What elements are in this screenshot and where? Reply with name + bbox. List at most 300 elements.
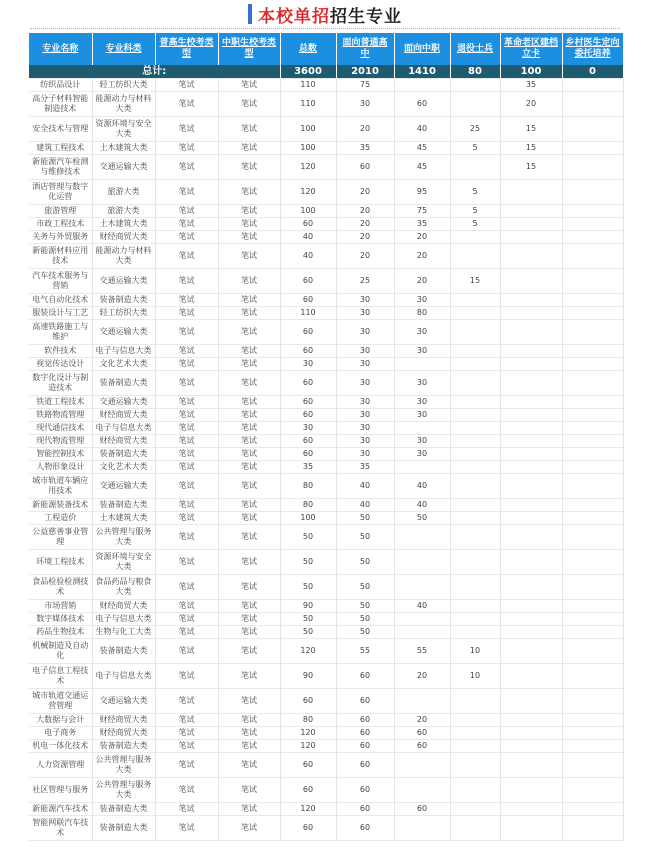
cell-major-name: 新能源装备技术 (29, 499, 92, 512)
table-row (29, 550, 623, 575)
total-veterans: 80 (450, 65, 500, 79)
cell-veterans (450, 371, 500, 396)
cell-general-high: 60 (336, 714, 394, 727)
cell-general-high: 50 (336, 525, 394, 550)
title-highlight: 本校单招 (258, 6, 330, 27)
cell-old-revolutionary: 35 (500, 79, 562, 92)
table-row (29, 613, 623, 626)
cell-veterans (450, 474, 500, 499)
cell-vocational: 30 (394, 371, 450, 396)
table-row (29, 727, 623, 740)
cell-general-high: 50 (336, 626, 394, 639)
table-row (29, 448, 623, 461)
cell-general-exam: 笔试 (155, 727, 218, 740)
cell-old-revolutionary (500, 231, 562, 244)
table-row (29, 664, 623, 689)
cell-category: 文化艺术大类 (92, 358, 155, 371)
cell-general-exam: 笔试 (155, 422, 218, 435)
cell-rural-doctor (562, 307, 623, 320)
cell-veterans (450, 244, 500, 269)
cell-general-exam: 笔试 (155, 714, 218, 727)
table-row (29, 575, 623, 600)
cell-vocational-exam: 笔试 (218, 600, 280, 613)
cell-major-name: 安全技术与管理 (29, 117, 92, 142)
cell-general-high: 30 (336, 422, 394, 435)
table-row (29, 753, 623, 778)
cell-old-revolutionary (500, 575, 562, 600)
cell-rural-doctor (562, 626, 623, 639)
total-label: 总计: (29, 65, 280, 79)
table-row (29, 740, 623, 753)
cell-vocational: 60 (394, 727, 450, 740)
cell-general-exam: 笔试 (155, 218, 218, 231)
cell-vocational: 55 (394, 639, 450, 664)
cell-major-name: 数字化设计与制造技术 (29, 371, 92, 396)
cell-category: 公共管理与服务大类 (92, 753, 155, 778)
cell-old-revolutionary (500, 422, 562, 435)
cell-old-revolutionary: 15 (500, 117, 562, 142)
cell-major-name: 建筑工程技术 (29, 142, 92, 155)
cell-major-name: 新能源汽车技术 (29, 803, 92, 816)
cell-old-revolutionary (500, 396, 562, 409)
cell-general-exam: 笔试 (155, 358, 218, 371)
cell-vocational (394, 626, 450, 639)
cell-category: 交通运输大类 (92, 396, 155, 409)
cell-category: 装备制造大类 (92, 803, 155, 816)
cell-veterans (450, 79, 500, 92)
cell-general-exam: 笔试 (155, 639, 218, 664)
cell-vocational (394, 422, 450, 435)
cell-major-name: 高速铁路施工与维护 (29, 320, 92, 345)
cell-general-exam: 笔试 (155, 409, 218, 422)
cell-major-name: 智能网联汽车技术 (29, 816, 92, 841)
cell-total: 80 (280, 474, 336, 499)
cell-vocational (394, 689, 450, 714)
cell-general-exam: 笔试 (155, 231, 218, 244)
cell-rural-doctor (562, 525, 623, 550)
cell-vocational-exam: 笔试 (218, 396, 280, 409)
cell-vocational-exam: 笔试 (218, 461, 280, 474)
cell-major-name: 人物形象设计 (29, 461, 92, 474)
cell-vocational-exam: 笔试 (218, 689, 280, 714)
cell-general-exam: 笔试 (155, 448, 218, 461)
cell-old-revolutionary (500, 205, 562, 218)
cell-old-revolutionary (500, 525, 562, 550)
cell-old-revolutionary (500, 461, 562, 474)
table-row (29, 409, 623, 422)
cell-total: 60 (280, 269, 336, 294)
cell-general-exam: 笔试 (155, 244, 218, 269)
cell-vocational (394, 461, 450, 474)
cell-veterans (450, 320, 500, 345)
cell-general-exam: 笔试 (155, 371, 218, 396)
cell-total: 60 (280, 448, 336, 461)
cell-vocational-exam: 笔试 (218, 117, 280, 142)
cell-vocational-exam: 笔试 (218, 294, 280, 307)
cell-old-revolutionary (500, 753, 562, 778)
cell-general-high: 20 (336, 244, 394, 269)
title-accent-bar (248, 4, 252, 24)
cell-rural-doctor (562, 639, 623, 664)
cell-vocational-exam: 笔试 (218, 218, 280, 231)
cell-general-high: 30 (336, 307, 394, 320)
cell-major-name: 关务与外贸服务 (29, 231, 92, 244)
cell-total: 60 (280, 294, 336, 307)
cell-old-revolutionary (500, 639, 562, 664)
cell-vocational-exam: 笔试 (218, 639, 280, 664)
cell-vocational: 20 (394, 244, 450, 269)
cell-major-name: 新能源汽车检测与维修技术 (29, 155, 92, 180)
cell-old-revolutionary (500, 550, 562, 575)
cell-vocational-exam: 笔试 (218, 740, 280, 753)
cell-vocational (394, 575, 450, 600)
cell-vocational-exam: 笔试 (218, 550, 280, 575)
cell-rural-doctor (562, 79, 623, 92)
cell-major-name: 电子信息工程技术 (29, 664, 92, 689)
cell-general-exam: 笔试 (155, 600, 218, 613)
cell-general-high: 50 (336, 613, 394, 626)
cell-category: 装备制造大类 (92, 294, 155, 307)
cell-old-revolutionary (500, 180, 562, 205)
cell-total: 30 (280, 422, 336, 435)
cell-vocational-exam: 笔试 (218, 358, 280, 371)
cell-rural-doctor (562, 218, 623, 231)
cell-major-name: 数字媒体技术 (29, 613, 92, 626)
cell-vocational-exam: 笔试 (218, 727, 280, 740)
table-row (29, 816, 623, 841)
cell-vocational-exam: 笔试 (218, 180, 280, 205)
cell-total: 30 (280, 358, 336, 371)
cell-major-name: 电子商务 (29, 727, 92, 740)
cell-vocational-exam: 笔试 (218, 575, 280, 600)
cell-veterans (450, 155, 500, 180)
cell-veterans (450, 422, 500, 435)
cell-old-revolutionary (500, 474, 562, 499)
cell-old-revolutionary: 20 (500, 92, 562, 117)
cell-total: 120 (280, 180, 336, 205)
cell-vocational-exam: 笔试 (218, 714, 280, 727)
cell-major-name: 视觉传达设计 (29, 358, 92, 371)
cell-general-high: 60 (336, 664, 394, 689)
header-general-high: 面向普通高中 (336, 33, 394, 65)
cell-vocational-exam: 笔试 (218, 803, 280, 816)
cell-veterans: 10 (450, 664, 500, 689)
cell-category: 财经商贸大类 (92, 231, 155, 244)
cell-veterans (450, 499, 500, 512)
table-row (29, 92, 623, 117)
cell-category: 公共管理与服务大类 (92, 778, 155, 803)
cell-general-high: 75 (336, 79, 394, 92)
table-row (29, 422, 623, 435)
cell-old-revolutionary (500, 689, 562, 714)
cell-category: 生物与化工大类 (92, 626, 155, 639)
cell-vocational: 20 (394, 231, 450, 244)
table-row (29, 117, 623, 142)
cell-general-exam: 笔试 (155, 142, 218, 155)
cell-vocational: 30 (394, 435, 450, 448)
cell-vocational: 60 (394, 803, 450, 816)
cell-general-exam: 笔试 (155, 753, 218, 778)
cell-rural-doctor (562, 689, 623, 714)
cell-vocational-exam: 笔试 (218, 525, 280, 550)
cell-major-name: 公益慈善事业管理 (29, 525, 92, 550)
cell-general-high: 35 (336, 461, 394, 474)
cell-rural-doctor (562, 205, 623, 218)
cell-rural-doctor (562, 345, 623, 358)
cell-general-high: 50 (336, 575, 394, 600)
cell-major-name: 铁路物流管理 (29, 409, 92, 422)
cell-rural-doctor (562, 269, 623, 294)
cell-vocational: 60 (394, 92, 450, 117)
cell-old-revolutionary: 15 (500, 155, 562, 180)
cell-old-revolutionary (500, 499, 562, 512)
cell-category: 交通运输大类 (92, 155, 155, 180)
cell-total: 50 (280, 575, 336, 600)
cell-general-exam: 笔试 (155, 803, 218, 816)
cell-major-name: 社区管理与服务 (29, 778, 92, 803)
table-row (29, 689, 623, 714)
cell-category: 能源动力与材料大类 (92, 244, 155, 269)
cell-major-name: 高分子材料智能制造技术 (29, 92, 92, 117)
table-row (29, 525, 623, 550)
cell-old-revolutionary (500, 613, 562, 626)
cell-total: 110 (280, 79, 336, 92)
cell-general-high: 25 (336, 269, 394, 294)
cell-total: 110 (280, 92, 336, 117)
cell-rural-doctor (562, 664, 623, 689)
cell-rural-doctor (562, 461, 623, 474)
cell-major-name: 软件技术 (29, 345, 92, 358)
cell-general-exam: 笔试 (155, 269, 218, 294)
cell-rural-doctor (562, 180, 623, 205)
cell-vocational: 45 (394, 142, 450, 155)
cell-vocational-exam: 笔试 (218, 307, 280, 320)
cell-vocational-exam: 笔试 (218, 613, 280, 626)
cell-total: 40 (280, 244, 336, 269)
cell-total: 90 (280, 664, 336, 689)
cell-veterans (450, 727, 500, 740)
cell-total: 90 (280, 600, 336, 613)
cell-veterans (450, 231, 500, 244)
cell-general-high: 30 (336, 320, 394, 345)
cell-rural-doctor (562, 371, 623, 396)
table-row (29, 461, 623, 474)
cell-category: 电子与信息大类 (92, 422, 155, 435)
cell-category: 能源动力与材料大类 (92, 92, 155, 117)
cell-veterans (450, 689, 500, 714)
cell-veterans (450, 778, 500, 803)
cell-major-name: 食品检验检测技术 (29, 575, 92, 600)
cell-vocational: 20 (394, 664, 450, 689)
cell-rural-doctor (562, 155, 623, 180)
cell-vocational (394, 778, 450, 803)
table-row (29, 714, 623, 727)
cell-general-high: 60 (336, 803, 394, 816)
cell-general-high: 30 (336, 92, 394, 117)
cell-vocational-exam: 笔试 (218, 409, 280, 422)
cell-vocational (394, 816, 450, 841)
cell-veterans (450, 461, 500, 474)
cell-vocational-exam: 笔试 (218, 320, 280, 345)
cell-vocational-exam: 笔试 (218, 79, 280, 92)
total-old-revolutionary: 100 (500, 65, 562, 79)
cell-total: 100 (280, 142, 336, 155)
cell-general-exam: 笔试 (155, 294, 218, 307)
cell-major-name: 人力资源管理 (29, 753, 92, 778)
cell-major-name: 城市轨道车辆应用技术 (29, 474, 92, 499)
cell-category: 电子与信息大类 (92, 613, 155, 626)
cell-rural-doctor (562, 740, 623, 753)
cell-total: 60 (280, 689, 336, 714)
cell-general-high: 30 (336, 345, 394, 358)
cell-general-exam: 笔试 (155, 205, 218, 218)
cell-old-revolutionary (500, 345, 562, 358)
table-row (29, 345, 623, 358)
cell-vocational: 40 (394, 474, 450, 499)
cell-old-revolutionary (500, 626, 562, 639)
cell-old-revolutionary (500, 435, 562, 448)
cell-old-revolutionary (500, 448, 562, 461)
header-rural-doctor: 乡村医生定向委托培养 (562, 33, 623, 65)
table-row (29, 320, 623, 345)
table-row (29, 600, 623, 613)
cell-general-exam: 笔试 (155, 180, 218, 205)
cell-old-revolutionary (500, 320, 562, 345)
cell-vocational (394, 550, 450, 575)
cell-vocational (394, 753, 450, 778)
cell-veterans (450, 753, 500, 778)
cell-total: 50 (280, 550, 336, 575)
cell-total: 100 (280, 117, 336, 142)
cell-major-name: 城市轨道交通运营管理 (29, 689, 92, 714)
cell-general-exam: 笔试 (155, 575, 218, 600)
cell-general-exam: 笔试 (155, 626, 218, 639)
cell-vocational: 20 (394, 714, 450, 727)
cell-vocational-exam: 笔试 (218, 155, 280, 180)
cell-veterans (450, 714, 500, 727)
cell-total: 80 (280, 499, 336, 512)
cell-old-revolutionary (500, 269, 562, 294)
cell-category: 电子与信息大类 (92, 664, 155, 689)
cell-vocational: 75 (394, 205, 450, 218)
cell-rural-doctor (562, 117, 623, 142)
cell-general-exam: 笔试 (155, 474, 218, 499)
cell-general-high: 30 (336, 435, 394, 448)
page-title (0, 0, 650, 28)
cell-general-exam: 笔试 (155, 499, 218, 512)
cell-vocational: 30 (394, 320, 450, 345)
enrollment-table (29, 33, 624, 841)
title-rest: 招生专业 (330, 6, 402, 27)
cell-general-high: 50 (336, 550, 394, 575)
cell-total: 120 (280, 639, 336, 664)
cell-vocational-exam: 笔试 (218, 269, 280, 294)
cell-general-exam: 笔试 (155, 740, 218, 753)
table-row (29, 231, 623, 244)
cell-veterans (450, 396, 500, 409)
cell-total: 50 (280, 626, 336, 639)
cell-old-revolutionary (500, 727, 562, 740)
cell-general-high: 30 (336, 358, 394, 371)
cell-vocational-exam: 笔试 (218, 753, 280, 778)
cell-veterans: 5 (450, 205, 500, 218)
cell-major-name: 纺织品设计 (29, 79, 92, 92)
table-row (29, 396, 623, 409)
cell-category: 装备制造大类 (92, 639, 155, 664)
cell-vocational-exam: 笔试 (218, 499, 280, 512)
cell-major-name: 市场营销 (29, 600, 92, 613)
cell-rural-doctor (562, 435, 623, 448)
cell-total: 120 (280, 727, 336, 740)
cell-rural-doctor (562, 142, 623, 155)
cell-total: 120 (280, 740, 336, 753)
cell-veterans (450, 600, 500, 613)
cell-general-high: 20 (336, 180, 394, 205)
cell-category: 土木建筑大类 (92, 142, 155, 155)
cell-vocational (394, 613, 450, 626)
cell-category: 装备制造大类 (92, 448, 155, 461)
cell-vocational (394, 358, 450, 371)
cell-veterans: 10 (450, 639, 500, 664)
cell-total: 50 (280, 525, 336, 550)
cell-old-revolutionary (500, 740, 562, 753)
cell-category: 装备制造大类 (92, 816, 155, 841)
cell-general-high: 60 (336, 740, 394, 753)
cell-major-name: 酒店管理与数字化运营 (29, 180, 92, 205)
table-row (29, 142, 623, 155)
cell-total: 60 (280, 345, 336, 358)
cell-general-exam: 笔试 (155, 79, 218, 92)
cell-veterans (450, 816, 500, 841)
table-row (29, 218, 623, 231)
header-general-exam: 普高生校考类型 (155, 33, 218, 65)
cell-major-name: 机电一体化技术 (29, 740, 92, 753)
cell-total: 110 (280, 307, 336, 320)
cell-veterans (450, 525, 500, 550)
cell-veterans (450, 575, 500, 600)
cell-general-exam: 笔试 (155, 435, 218, 448)
cell-general-high: 50 (336, 600, 394, 613)
cell-total: 120 (280, 803, 336, 816)
cell-general-exam: 笔试 (155, 550, 218, 575)
cell-vocational-exam: 笔试 (218, 345, 280, 358)
table-row (29, 639, 623, 664)
cell-general-high: 30 (336, 448, 394, 461)
cell-vocational: 30 (394, 345, 450, 358)
total-count: 3600 (280, 65, 336, 79)
cell-rural-doctor (562, 320, 623, 345)
cell-old-revolutionary (500, 371, 562, 396)
header-category: 专业科类 (92, 33, 155, 65)
cell-vocational: 40 (394, 600, 450, 613)
cell-rural-doctor (562, 448, 623, 461)
table-row (29, 778, 623, 803)
cell-major-name: 大数据与会计 (29, 714, 92, 727)
cell-veterans: 5 (450, 142, 500, 155)
cell-veterans (450, 358, 500, 371)
cell-category: 交通运输大类 (92, 269, 155, 294)
cell-category: 土木建筑大类 (92, 218, 155, 231)
header-old-revolutionary: 革命老区建档立卡 (500, 33, 562, 65)
cell-vocational-exam: 笔试 (218, 512, 280, 525)
cell-veterans (450, 307, 500, 320)
cell-veterans (450, 448, 500, 461)
cell-rural-doctor (562, 512, 623, 525)
cell-major-name: 新能源材料应用技术 (29, 244, 92, 269)
cell-major-name: 机械制造及自动化 (29, 639, 92, 664)
cell-category: 装备制造大类 (92, 371, 155, 396)
cell-general-high: 60 (336, 689, 394, 714)
